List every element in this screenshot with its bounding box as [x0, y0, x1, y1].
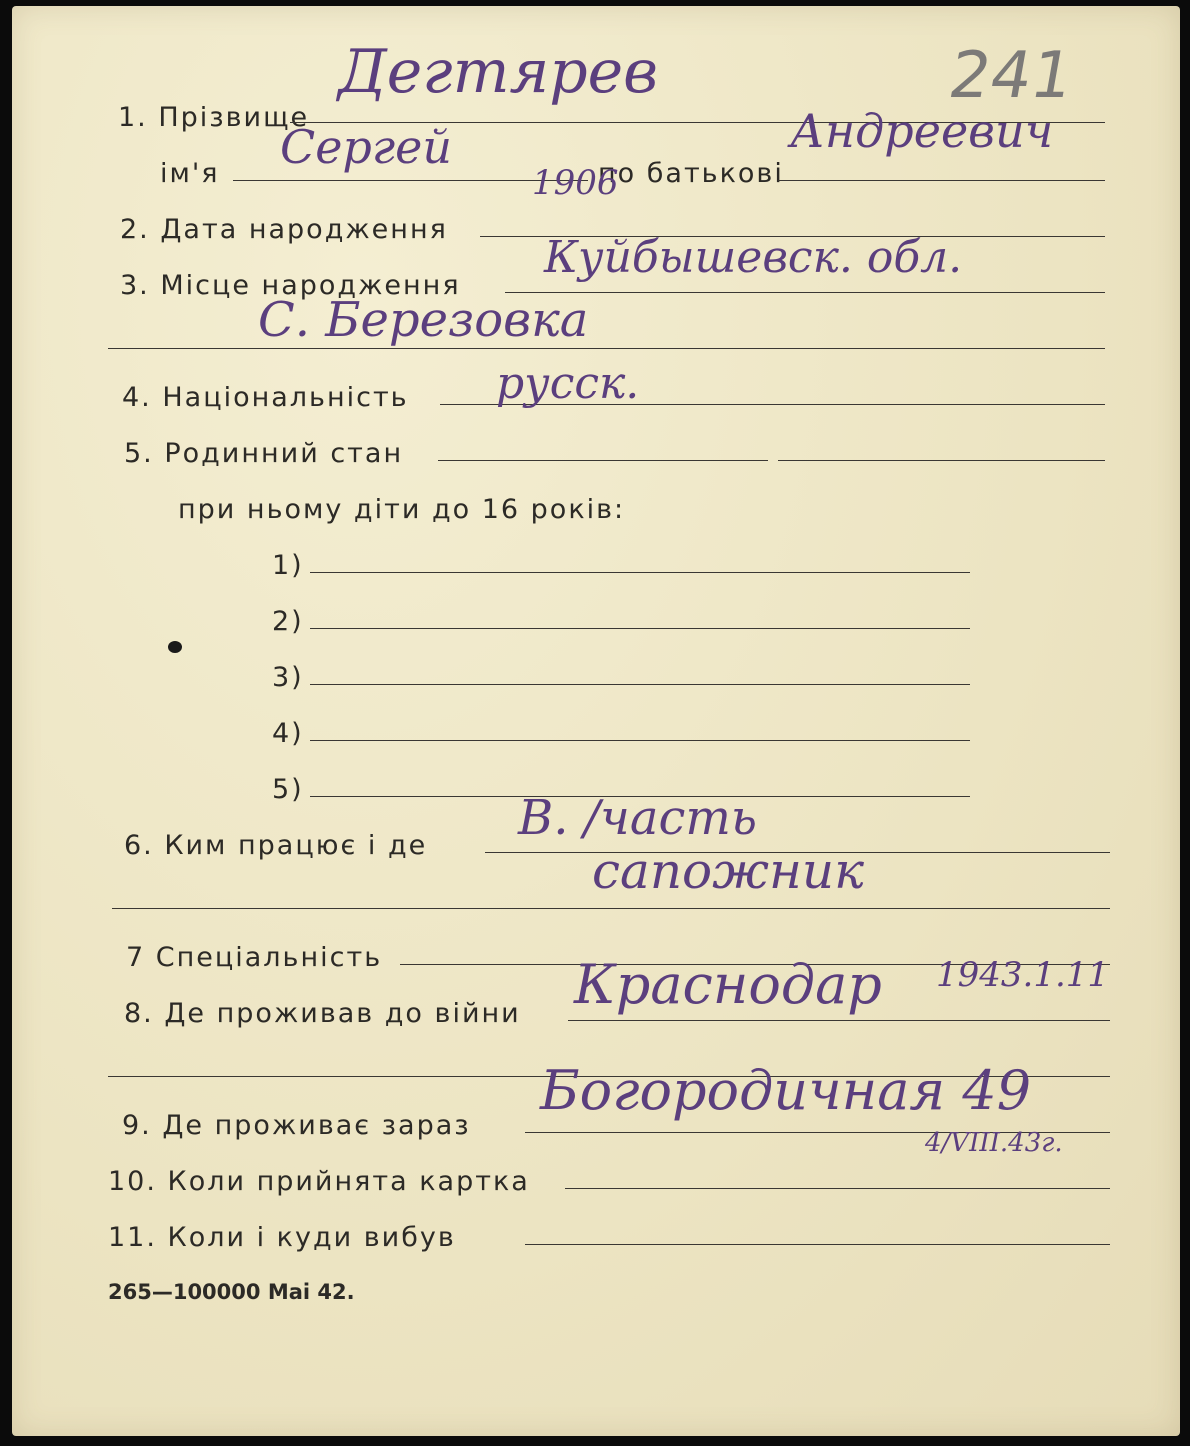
- label-departure: 11. Коли і куди вибув: [108, 1222, 456, 1253]
- hw-work-place: В. /часть: [518, 790, 757, 846]
- label-child-1: 1): [272, 550, 304, 581]
- hw-birth-village: С. Березовка: [258, 292, 589, 348]
- line-prewar-residence: [568, 1020, 1110, 1021]
- hw-current-address: Богородичная 49: [540, 1059, 1032, 1122]
- hw-birth-region: Куйбышевск. обл.: [544, 232, 963, 283]
- label-surname: 1. Прізвище: [118, 102, 310, 133]
- hw-nationality: русск.: [496, 358, 640, 409]
- label-current-residence: 9. Де проживає зараз: [122, 1110, 471, 1141]
- line-patronymic: [778, 180, 1105, 181]
- label-occupation: 6. Ким працює і де: [124, 830, 428, 861]
- line-birth-place-2: [108, 348, 1105, 349]
- label-patronymic: по батькові: [598, 158, 784, 189]
- print-code: 265—100000 Mai 42.: [108, 1280, 355, 1304]
- label-birth-place: 3. Місце народження: [120, 270, 461, 301]
- label-specialty: 7 Спеціальність: [126, 942, 383, 973]
- label-prewar-residence: 8. Де проживав до війни: [124, 998, 521, 1029]
- hw-card-date: 4/VIII.43г.: [925, 1128, 1063, 1158]
- label-child-4: 4): [272, 718, 304, 749]
- line-departure: [525, 1244, 1110, 1245]
- card-number-pencil: 241: [943, 39, 1079, 113]
- label-child-2: 2): [272, 606, 304, 637]
- line-child-1: [310, 572, 970, 573]
- line-marital-status-b: [778, 460, 1105, 461]
- hw-work-role: сапожник: [592, 842, 864, 900]
- hw-first-name: Сергей: [280, 120, 452, 174]
- label-birth-date: 2. Дата народження: [120, 214, 448, 245]
- label-child-3: 3): [272, 662, 304, 693]
- label-nationality: 4. Національність: [122, 382, 409, 413]
- line-child-4: [310, 740, 970, 741]
- line-occupation-2: [112, 908, 1110, 909]
- line-child-3: [310, 684, 970, 685]
- hw-prewar-city: Краснодар: [574, 953, 882, 1016]
- label-marital-status: 5. Родинний стан: [124, 438, 404, 469]
- line-marital-status-a: [438, 460, 768, 461]
- hw-surname: Дегтярев: [338, 37, 659, 107]
- line-card-accepted: [565, 1188, 1110, 1189]
- label-first-name: ім'я: [160, 158, 220, 189]
- line-birth-place: [505, 292, 1105, 293]
- hw-patronymic: Андреевич: [790, 104, 1054, 158]
- hw-prewar-date: 1943.1.11: [936, 955, 1110, 995]
- punch-hole: [168, 641, 182, 653]
- label-card-accepted: 10. Коли прийнята картка: [108, 1166, 530, 1197]
- hw-birth-year: 1906: [532, 163, 619, 203]
- label-children: при ньому діти до 16 років:: [178, 494, 626, 525]
- label-child-5: 5): [272, 774, 304, 805]
- line-child-2: [310, 628, 970, 629]
